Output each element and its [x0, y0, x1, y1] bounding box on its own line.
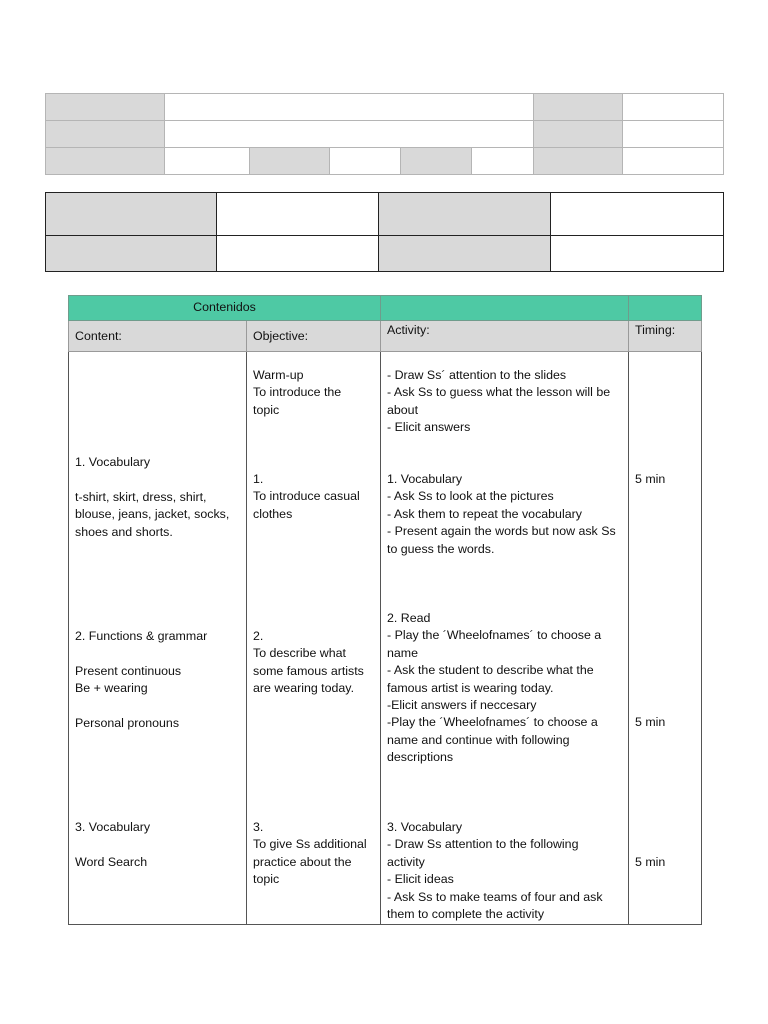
activity-line: - Draw Ss attention to the following	[387, 837, 579, 852]
timing-block-2	[635, 714, 697, 731]
header-label-cell	[46, 121, 165, 148]
activity-line: -Play the ´Wheelofnames´ to choose a	[387, 715, 598, 730]
content-block-1	[75, 454, 242, 541]
header-label-cell	[401, 148, 472, 175]
header-table	[45, 93, 724, 175]
header-label-cell	[534, 94, 623, 121]
objective-line: practice about the	[253, 854, 352, 869]
timing-value: 5 min	[635, 855, 666, 869]
content-line: Word Search	[75, 854, 148, 869]
info-table	[45, 192, 724, 272]
activity-header: Activity:	[381, 321, 629, 352]
header-field-cell[interactable]	[330, 148, 401, 175]
header-field-cell[interactable]	[165, 148, 250, 175]
content-line: shoes and shorts.	[75, 524, 173, 539]
objective-line: To introduce casual	[253, 489, 360, 504]
objective-block-2	[253, 628, 376, 698]
objective-cell	[247, 352, 381, 925]
content-line: 3. Vocabulary	[75, 820, 151, 834]
info-field-cell[interactable]	[217, 236, 379, 272]
activity-cell	[381, 352, 629, 925]
objective-line: 3.	[253, 820, 264, 834]
activity-line: -Elicit answers if neccesary	[387, 698, 537, 713]
timing-block-3	[635, 854, 697, 871]
lesson-plan-table	[68, 295, 702, 925]
timing-header: Timing:	[629, 321, 702, 352]
objective-line: topic	[253, 402, 280, 417]
objective-header: Objective:	[247, 321, 381, 352]
activity-line: activity	[387, 854, 425, 869]
header-field-cell[interactable]	[623, 121, 724, 148]
objective-line: 1.	[253, 472, 264, 486]
header-label-cell	[46, 94, 165, 121]
content-line: 1. Vocabulary	[75, 455, 151, 469]
content-header: Content:	[69, 321, 247, 352]
activity-line: to guess the words.	[387, 541, 495, 556]
activity-block-2	[387, 610, 624, 767]
activity-line: - Elicit answers	[387, 420, 471, 435]
activity-line: - Ask Ss to guess what the lesson will be	[387, 385, 611, 400]
objective-block-1	[253, 471, 376, 523]
content-block-3	[75, 819, 242, 871]
objective-line: To give Ss additional	[253, 837, 367, 852]
objective-line: are wearing today.	[253, 681, 355, 696]
header-field-cell[interactable]	[623, 94, 724, 121]
activity-block-3	[387, 819, 624, 923]
content-line: Personal pronouns	[75, 716, 180, 730]
info-field-cell[interactable]	[551, 193, 724, 236]
objective-line: some famous artists	[253, 663, 364, 678]
header-field-cell[interactable]	[165, 121, 534, 148]
activity-line: - Play the ´Wheelofnames´ to choose a	[387, 628, 602, 643]
activity-line: them to complete the activity	[387, 907, 545, 922]
content-line: t-shirt, skirt, dress, shirt,	[75, 489, 207, 504]
header-label-cell	[534, 148, 623, 175]
timing-block-1	[635, 471, 697, 488]
header-field-cell[interactable]	[623, 148, 724, 175]
objective-line: 2.	[253, 629, 264, 643]
info-label-cell	[46, 193, 217, 236]
objective-line: To describe what	[253, 646, 346, 661]
activity-line: name	[387, 645, 418, 660]
info-field-cell[interactable]	[551, 236, 724, 272]
activity-block-0	[387, 367, 624, 437]
section-title-blank	[381, 296, 629, 321]
timing-cell	[629, 352, 702, 925]
activity-line: - Draw Ss´ attention to the slides	[387, 368, 567, 382]
activity-line: 1. Vocabulary	[387, 472, 463, 486]
activity-line: - Present again the words but now ask Ss	[387, 524, 616, 539]
objective-line: Warm-up	[253, 368, 304, 382]
activity-line: - Ask them to repeat the vocabulary	[387, 506, 582, 521]
objective-line: topic	[253, 872, 280, 887]
activity-line: famous artist is wearing today.	[387, 680, 554, 695]
section-title: Contenidos	[69, 296, 381, 321]
objective-line: clothes	[253, 506, 293, 521]
info-label-cell	[46, 236, 217, 272]
header-label-cell	[250, 148, 330, 175]
content-line: blouse, jeans, jacket, socks,	[75, 507, 230, 522]
activity-line: descriptions	[387, 750, 454, 765]
timing-value: 5 min	[635, 715, 666, 729]
header-label-cell	[46, 148, 165, 175]
activity-line: - Elicit ideas	[387, 872, 454, 887]
header-field-cell[interactable]	[472, 148, 534, 175]
objective-block-0	[253, 367, 376, 419]
activity-line: 3. Vocabulary	[387, 820, 463, 834]
header-label-cell	[534, 121, 623, 148]
activity-line: - Ask Ss to make teams of four and ask	[387, 889, 603, 904]
header-field-cell[interactable]	[165, 94, 534, 121]
content-cell	[69, 352, 247, 925]
content-line: Present continuous	[75, 663, 182, 678]
activity-line: name and continue with following	[387, 732, 570, 747]
content-block-2	[75, 628, 242, 732]
section-title-blank	[629, 296, 702, 321]
info-label-cell	[379, 193, 551, 236]
info-field-cell[interactable]	[217, 193, 379, 236]
activity-line: 2. Read	[387, 611, 431, 625]
activity-block-1	[387, 471, 624, 558]
content-line: Be + wearing	[75, 681, 148, 696]
info-label-cell	[379, 236, 551, 272]
activity-line: - Ask Ss to look at the pictures	[387, 489, 554, 504]
content-line: 2. Functions & grammar	[75, 629, 208, 643]
activity-line: about	[387, 402, 419, 417]
timing-value: 5 min	[635, 472, 666, 486]
objective-block-3	[253, 819, 376, 889]
objective-line: To introduce the	[253, 385, 342, 400]
activity-line: - Ask the student to describe what the	[387, 663, 594, 678]
